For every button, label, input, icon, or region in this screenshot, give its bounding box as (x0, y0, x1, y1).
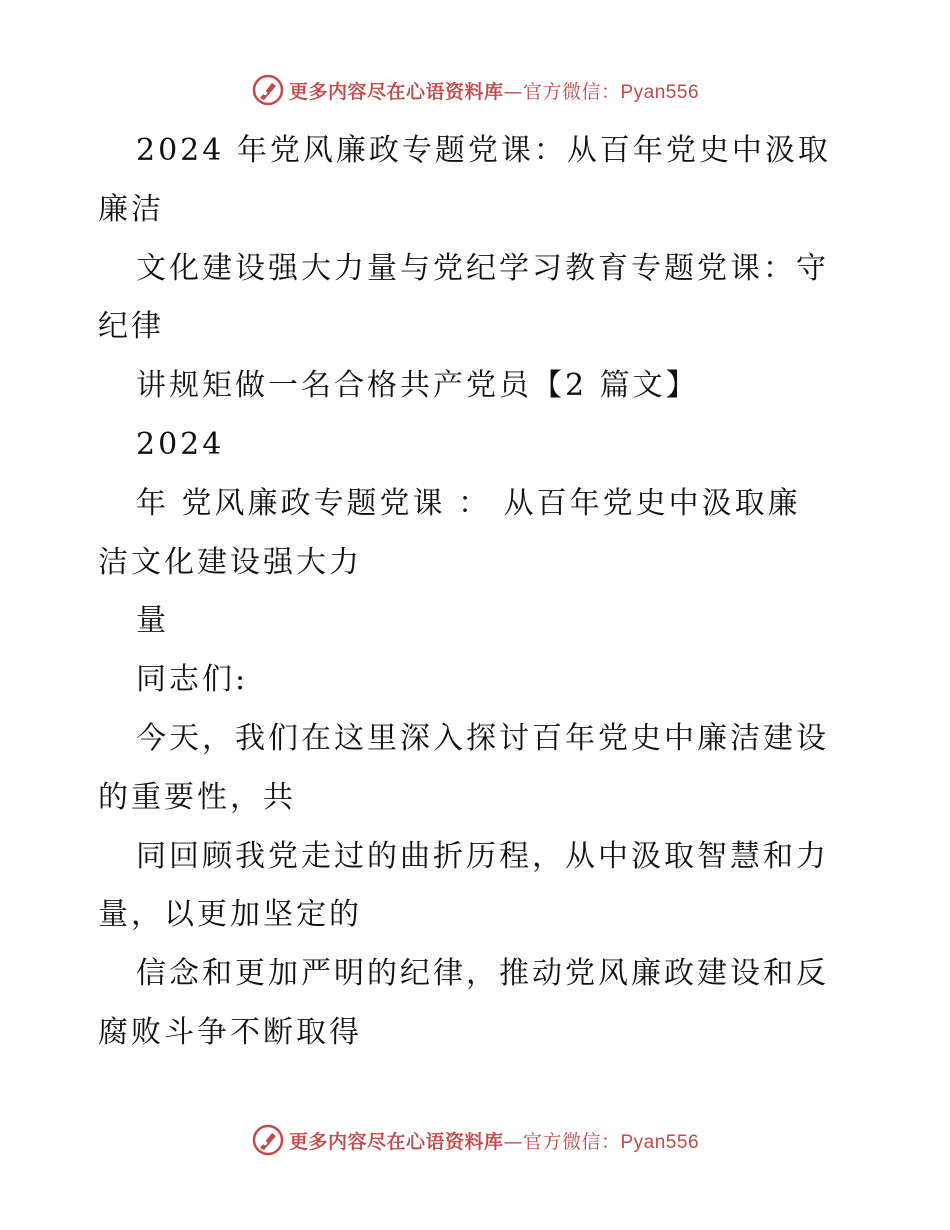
header-watermark (0, 70, 950, 110)
watermark-wechat-label: 官方微信： (522, 1130, 621, 1153)
watermark-account: Pyan556 (620, 1131, 700, 1153)
text-line: 2024 (136, 426, 225, 462)
text-line: 同回顾我党走过的曲折历程，从中汲取智慧和力 (136, 838, 829, 874)
watermark-brand: 更多内容尽在心语资料库 (288, 80, 504, 103)
document-body (98, 122, 858, 1063)
text-line: 讲规矩做一名合格共产党员【2 篇文】 (136, 368, 699, 404)
text-line: 纪律 (98, 309, 164, 345)
text-line: 今天，我们在这里深入探讨百年党史中廉洁建设 (136, 720, 829, 756)
text-line: 文化建设强大力量与党纪学习教育专题党课：守 (136, 250, 829, 286)
text-line: 信念和更加严明的纪律，推动党风廉政建设和反 (136, 956, 829, 992)
watermark-separator: — (503, 80, 523, 103)
text-line: 洁文化建设强大力 (98, 544, 362, 580)
watermark-text (289, 1127, 699, 1154)
text-line: 量，以更加坚定的 (98, 897, 362, 933)
pen-nib-seal-icon (251, 1123, 285, 1157)
text-line: 年 党风廉政专题党课 ： 从百年党史中汲取廉 (136, 485, 801, 521)
text-line: 廉洁 (98, 191, 164, 227)
watermark-brand: 更多内容尽在心语资料库 (288, 1130, 504, 1153)
text-line: 腐败斗争不断取得 (98, 1014, 362, 1050)
watermark-text (289, 77, 699, 104)
text-line: 的重要性，共 (98, 779, 296, 815)
text-line: 同志们: (136, 662, 249, 698)
footer-watermark (0, 1120, 950, 1160)
watermark-wechat-label: 官方微信： (522, 80, 621, 103)
watermark-separator: — (503, 1130, 523, 1153)
pen-nib-seal-icon (251, 73, 285, 107)
text-line: 2024 年党风廉政专题党课：从百年党史中汲取 (136, 133, 831, 168)
text-line: 量 (136, 603, 169, 639)
watermark-account: Pyan556 (620, 81, 700, 103)
